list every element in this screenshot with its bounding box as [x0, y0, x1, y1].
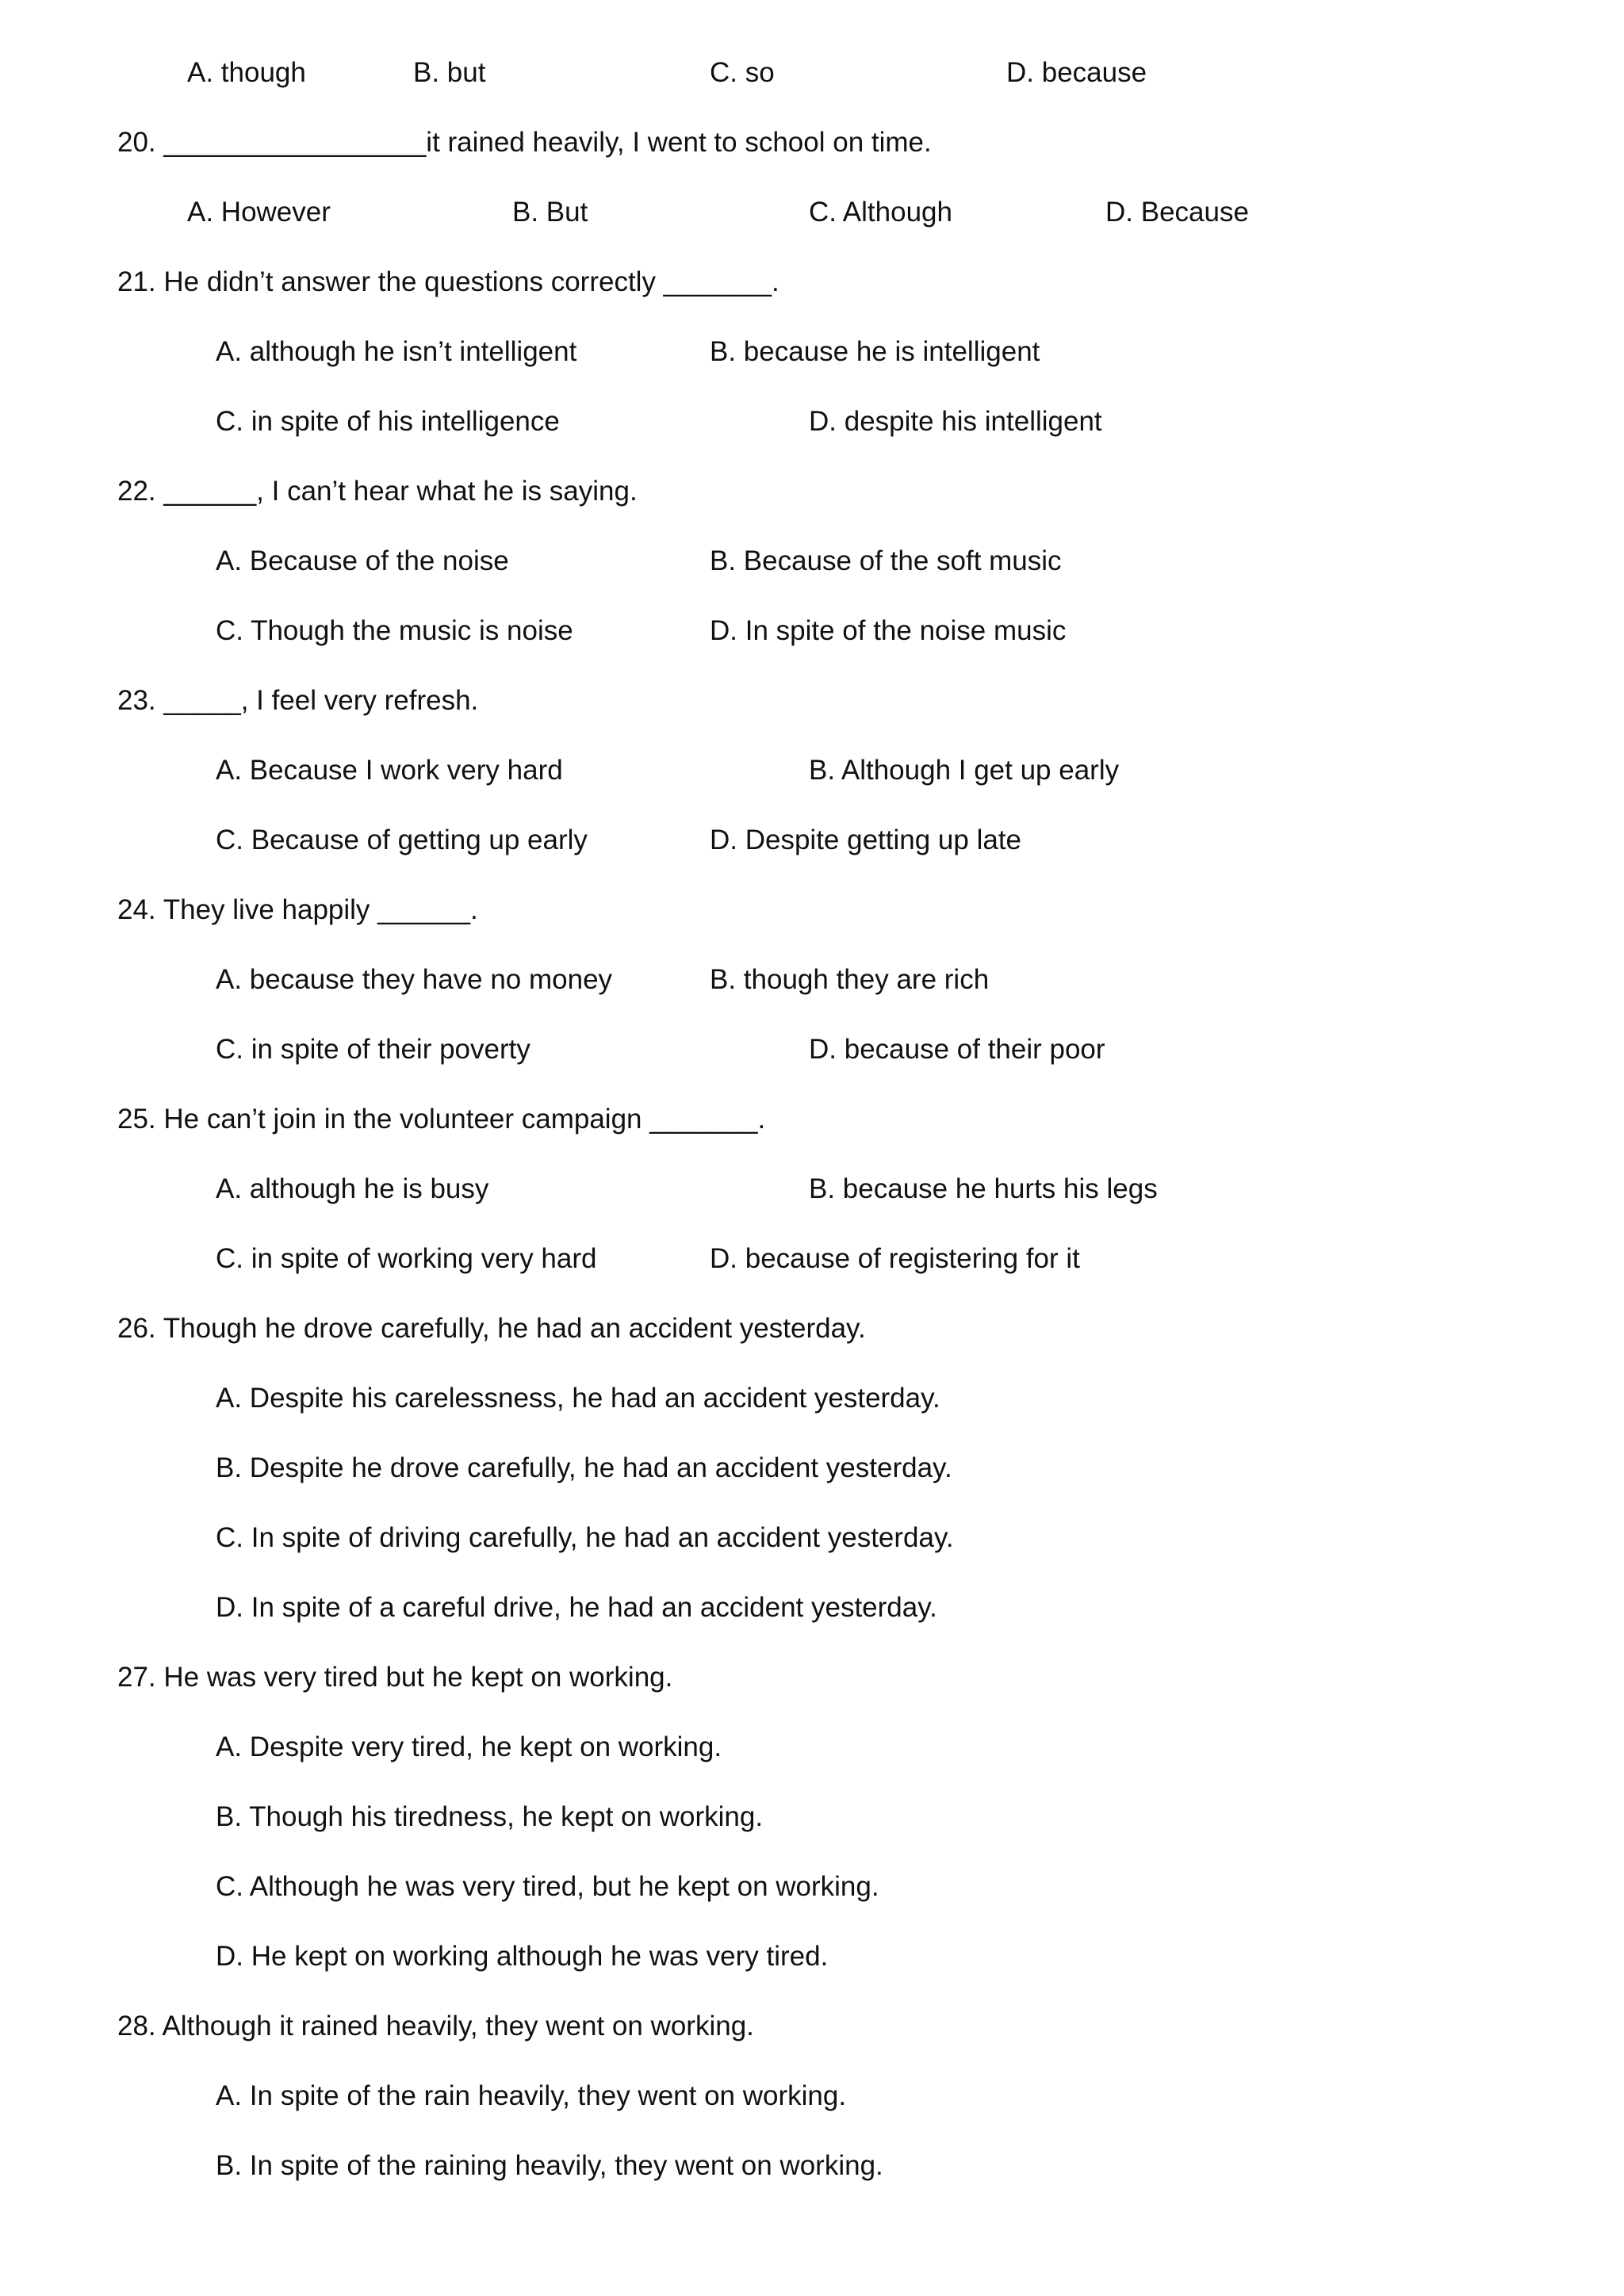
q26-stem: 26. Though he drove carefully, he had an accident yesterday. — [117, 1313, 866, 1344]
q25-option-d: D. because of registering for it — [710, 1243, 1080, 1274]
q27-stem: 27. He was very tired but he kept on working. — [117, 1662, 673, 1693]
q23-option-d: D. Despite getting up late — [710, 825, 1022, 855]
q26-option-b: B. Despite he drove carefully, he had an accident yesterday. — [216, 1452, 952, 1483]
q28-option-a: A. In spite of the rain heavily, they went on working. — [216, 2080, 847, 2111]
q24-option-a: A. because they have no money — [216, 964, 613, 995]
q19-option-d: D. because — [1006, 57, 1147, 88]
q27-option-d: D. He kept on working although he was very tired. — [216, 1941, 829, 1972]
q22-option-b: B. Because of the soft music — [710, 545, 1062, 576]
q23-option-a: A. Because I work very hard — [216, 755, 563, 786]
q23-stem: 23. _____, I feel very refresh. — [117, 685, 479, 716]
q25-option-b: B. because he hurts his legs — [809, 1173, 1158, 1204]
q28-stem: 28. Although it rained heavily, they went on working. — [117, 2011, 754, 2042]
q24-option-c: C. in spite of their poverty — [216, 1034, 530, 1065]
q21-option-b: B. because he is intelligent — [710, 336, 1040, 367]
q23-option-b: B. Although I get up early — [809, 755, 1120, 786]
q24-stem: 24. They live happily ______. — [117, 894, 478, 925]
q25-option-c: C. in spite of working very hard — [216, 1243, 597, 1274]
q20-stem: 20. _________________it rained heavily, I went to school on time. — [117, 127, 932, 158]
q23-option-c: C. Because of getting up early — [216, 825, 588, 855]
q20-option-d: D. Because — [1105, 197, 1249, 228]
q26-option-c: C. In spite of driving carefully, he had an accident yesterday. — [216, 1522, 954, 1553]
q28-option-b: B. In spite of the raining heavily, they went on working. — [216, 2150, 883, 2181]
q22-stem: 22. ______, I can’t hear what he is saying. — [117, 476, 638, 507]
q19-option-a: A. though — [187, 57, 306, 88]
q27-option-b: B. Though his tiredness, he kept on working. — [216, 1801, 764, 1832]
q21-option-c: C. in spite of his intelligence — [216, 406, 560, 437]
q20-option-c: C. Although — [809, 197, 952, 228]
q24-option-d: D. because of their poor — [809, 1034, 1105, 1065]
q19-option-c: C. so — [710, 57, 775, 88]
q25-stem: 25. He can’t join in the volunteer campaign _______. — [117, 1104, 766, 1135]
q24-option-b: B. though they are rich — [710, 964, 990, 995]
q21-option-a: A. although he isn’t intelligent — [216, 336, 577, 367]
q22-option-a: A. Because of the noise — [216, 545, 509, 576]
q20-option-b: B. But — [512, 197, 588, 228]
q19-option-b: B. but — [413, 57, 486, 88]
q21-option-d: D. despite his intelligent — [809, 406, 1102, 437]
q27-option-a: A. Despite very tired, he kept on working. — [216, 1732, 722, 1762]
q27-option-c: C. Although he was very tired, but he kept on working. — [216, 1871, 879, 1902]
q22-option-d: D. In spite of the noise music — [710, 615, 1067, 646]
q26-option-d: D. In spite of a careful drive, he had an accident yesterday. — [216, 1592, 937, 1623]
q20-option-a: A. However — [187, 197, 331, 228]
q26-option-a: A. Despite his carelessness, he had an accident yesterday. — [216, 1383, 940, 1414]
q22-option-c: C. Though the music is noise — [216, 615, 573, 646]
q21-stem: 21. He didn’t answer the questions correctly _______. — [117, 266, 779, 297]
q25-option-a: A. although he is busy — [216, 1173, 489, 1204]
